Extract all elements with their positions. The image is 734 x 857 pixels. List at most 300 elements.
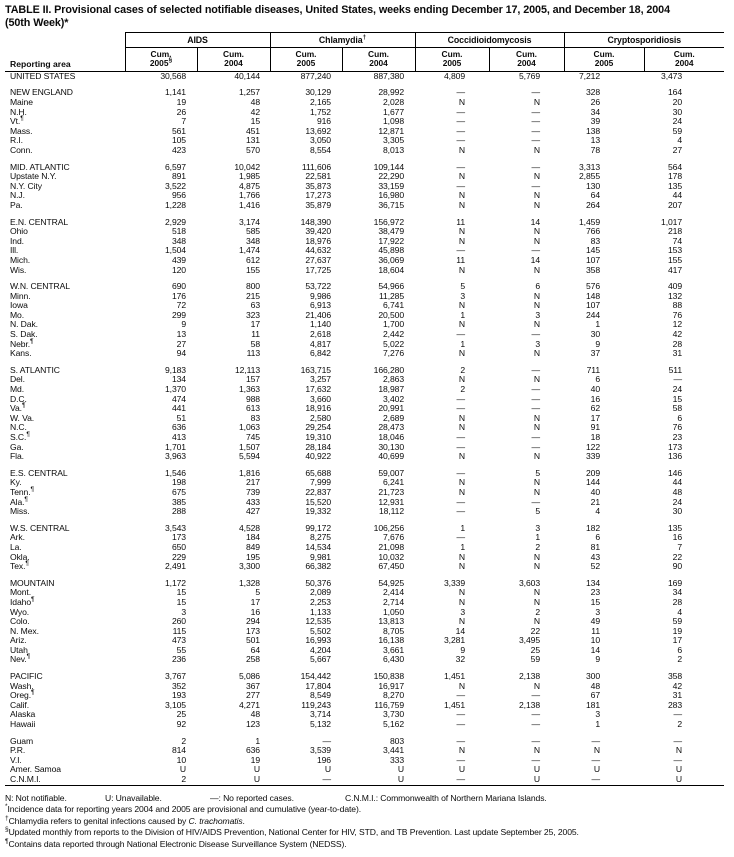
value-cell: 5,667 bbox=[309, 654, 331, 665]
value-cell: 12 bbox=[672, 319, 683, 330]
value-cell: 433 bbox=[245, 496, 260, 507]
area-label: Idaho bbox=[10, 596, 32, 607]
value-cell: 38,479 bbox=[378, 226, 405, 237]
footnote-chlamydia bbox=[5, 816, 734, 828]
area-label: N.Y. City bbox=[10, 180, 42, 191]
group-label: Chlamydia bbox=[318, 35, 363, 45]
value-cell: 22 bbox=[672, 551, 683, 562]
value-cell: — bbox=[531, 719, 541, 730]
value-cell: 21,723 bbox=[378, 486, 405, 497]
value-cell: 54,925 bbox=[378, 577, 405, 588]
area-cell bbox=[5, 720, 125, 730]
value-cell: 15 bbox=[176, 596, 186, 607]
value-cell: 15 bbox=[176, 587, 186, 598]
table-row bbox=[5, 395, 724, 405]
value-cell: — bbox=[591, 735, 601, 746]
value-cell: 570 bbox=[245, 144, 260, 155]
area-cell bbox=[5, 127, 125, 137]
value-cell: 193 bbox=[171, 690, 186, 701]
value-cell: 3,660 bbox=[309, 393, 331, 404]
area-label: N. Dak. bbox=[10, 319, 38, 330]
table-row bbox=[5, 433, 724, 443]
value-cell: 122 bbox=[585, 441, 601, 452]
value-cell: 6,913 bbox=[309, 300, 331, 311]
value-cell: 2,138 bbox=[519, 671, 541, 682]
table-row bbox=[5, 462, 724, 479]
area-label: E.S. CENTRAL bbox=[10, 467, 68, 478]
value-cell: 12,535 bbox=[305, 616, 331, 627]
value-cell: 22,581 bbox=[305, 171, 331, 182]
value-cell: 1,141 bbox=[164, 87, 186, 98]
value-cell: 3 bbox=[535, 338, 541, 349]
value-cell: — bbox=[591, 754, 601, 765]
column-header-line2: 2004 bbox=[674, 58, 694, 69]
area-label: Ga. bbox=[10, 441, 24, 452]
value-cell: 66,382 bbox=[305, 561, 331, 572]
value-cell: 9 bbox=[595, 338, 601, 349]
value-cell: 260 bbox=[171, 616, 186, 627]
table-title-line2: (50th Week)* bbox=[5, 16, 69, 29]
value-cell: 988 bbox=[245, 393, 260, 404]
value-cell: — bbox=[456, 735, 466, 746]
value-cell: 74 bbox=[672, 235, 683, 246]
value-cell: 333 bbox=[389, 754, 405, 765]
value-cell: 8,013 bbox=[383, 144, 405, 155]
table-row bbox=[5, 572, 724, 589]
value-cell: 11 bbox=[456, 254, 466, 265]
value-cell: 2 bbox=[535, 606, 541, 617]
value-cell: 1,017 bbox=[661, 216, 683, 227]
table-row bbox=[5, 385, 724, 395]
value-cell: 7 bbox=[181, 116, 186, 127]
column-header-5 bbox=[489, 48, 564, 72]
value-cell: 90 bbox=[672, 561, 683, 572]
value-cell: 31 bbox=[672, 690, 683, 701]
value-cell: 163,715 bbox=[300, 364, 331, 375]
value-cell: 800 bbox=[245, 281, 260, 292]
table-row bbox=[5, 608, 724, 618]
value-cell: 4,809 bbox=[444, 70, 466, 81]
value-cell: 107 bbox=[585, 254, 601, 265]
value-cell: 106,256 bbox=[373, 522, 405, 533]
column-header-line1: Cum. bbox=[673, 49, 695, 59]
footnote-legend bbox=[5, 793, 734, 805]
value-cell: 181 bbox=[585, 699, 601, 710]
value-cell: 91 bbox=[590, 422, 601, 433]
value-cell: 30,130 bbox=[378, 441, 405, 452]
area-cell bbox=[5, 730, 125, 747]
area-label: D.C. bbox=[10, 393, 27, 404]
value-cell: 26 bbox=[590, 97, 601, 107]
value-cell: 164 bbox=[667, 87, 683, 98]
area-label: Minn. bbox=[10, 290, 31, 301]
value-cell: — bbox=[456, 719, 466, 730]
area-cell bbox=[5, 462, 125, 479]
value-cell: 1,063 bbox=[238, 422, 260, 433]
value-cell: 814 bbox=[171, 745, 186, 756]
value-cell: 2,442 bbox=[383, 329, 405, 340]
legend-unavailable: U: Unavailable. bbox=[105, 792, 162, 803]
footnote-text: Chlamydia refers to genital infections caused by bbox=[8, 815, 189, 826]
value-cell: 385 bbox=[171, 496, 186, 507]
value-cell: 15,520 bbox=[305, 496, 331, 507]
table-row bbox=[5, 452, 724, 462]
value-cell: 58 bbox=[672, 403, 683, 414]
area-cell bbox=[5, 275, 125, 292]
value-cell: 136 bbox=[667, 451, 683, 462]
area-footnote-marker: ¶ bbox=[31, 596, 35, 604]
value-cell: 348 bbox=[171, 235, 186, 246]
area-cell bbox=[5, 266, 125, 276]
value-cell: 17 bbox=[672, 635, 683, 646]
value-cell: 2,618 bbox=[309, 329, 331, 340]
value-cell: 58 bbox=[250, 338, 260, 349]
value-cell: — bbox=[531, 441, 541, 452]
value-cell: 30 bbox=[672, 106, 683, 117]
value-cell: 1,546 bbox=[164, 467, 186, 478]
value-cell: N bbox=[458, 422, 466, 433]
value-cell: 1,098 bbox=[383, 116, 405, 127]
value-cell: N bbox=[533, 374, 541, 385]
value-cell: — bbox=[531, 116, 541, 127]
value-cell: 28,184 bbox=[305, 441, 331, 452]
value-cell: 3,281 bbox=[444, 635, 466, 646]
value-cell: 1 bbox=[255, 735, 260, 746]
value-cell: 283 bbox=[667, 699, 683, 710]
value-cell: 15 bbox=[250, 116, 260, 127]
value-cell: 891 bbox=[171, 171, 186, 182]
value-cell: N bbox=[458, 745, 466, 756]
value-cell: 6 bbox=[677, 412, 683, 423]
value-cell: 2,714 bbox=[383, 596, 405, 607]
value-cell: 849 bbox=[245, 541, 260, 552]
value-cell: 49 bbox=[590, 616, 601, 627]
value-cell: 3 bbox=[460, 290, 466, 301]
table-row bbox=[5, 691, 724, 701]
table-row bbox=[5, 127, 724, 137]
column-header-line1: Cum. bbox=[150, 49, 172, 59]
value-cell: 14,534 bbox=[305, 541, 331, 552]
value-cell: 35,873 bbox=[305, 180, 331, 191]
value-cell: 4,875 bbox=[238, 180, 260, 191]
value-cell: 2,689 bbox=[383, 412, 405, 423]
value-cell: 1 bbox=[460, 522, 466, 533]
value-cell: 5 bbox=[535, 506, 541, 517]
value-cell: 1 bbox=[535, 532, 541, 543]
value-cell: 14 bbox=[530, 254, 541, 265]
value-cell: 739 bbox=[245, 486, 260, 497]
value-cell: N bbox=[533, 144, 541, 155]
value-cell: — bbox=[456, 180, 466, 191]
value-cell: — bbox=[456, 496, 466, 507]
area-label: Va. bbox=[10, 403, 22, 414]
value-cell: — bbox=[456, 329, 466, 340]
legend-cnmi: C.N.M.I.: Commonwealth of Northern Mariana Islands. bbox=[345, 792, 547, 803]
column-header-line2: 2004 bbox=[517, 58, 536, 69]
value-cell: 16 bbox=[250, 606, 260, 617]
value-cell: 16 bbox=[590, 393, 601, 404]
value-cell: N bbox=[458, 374, 466, 385]
value-cell: 35,879 bbox=[305, 199, 331, 210]
value-cell: 1,451 bbox=[444, 671, 466, 682]
value-cell: 173 bbox=[667, 441, 683, 452]
value-cell: 6 bbox=[595, 532, 601, 543]
value-cell: 2 bbox=[460, 364, 466, 375]
value-cell: 3,402 bbox=[383, 393, 405, 404]
value-cell: 20,991 bbox=[378, 403, 405, 414]
value-cell: 30,129 bbox=[305, 87, 331, 98]
value-cell: 44 bbox=[672, 477, 683, 488]
value-cell: 4 bbox=[677, 135, 683, 146]
footnote-incidence bbox=[5, 804, 734, 816]
value-cell: 3,473 bbox=[661, 70, 683, 81]
value-cell: 690 bbox=[171, 281, 186, 292]
value-cell: 9 bbox=[181, 319, 186, 330]
value-cell: 294 bbox=[245, 616, 260, 627]
value-cell: 6,741 bbox=[383, 300, 405, 311]
value-cell: 81 bbox=[590, 541, 601, 552]
value-cell: 3,661 bbox=[383, 644, 405, 655]
value-cell: — bbox=[531, 125, 541, 136]
value-cell: 1,328 bbox=[238, 577, 260, 588]
area-label: W.N. CENTRAL bbox=[10, 281, 70, 292]
value-cell: 348 bbox=[245, 235, 260, 246]
value-cell: 169 bbox=[667, 577, 683, 588]
column-header-line2: 2005 bbox=[149, 58, 169, 69]
value-cell: 40 bbox=[590, 486, 601, 497]
footnote-marker: § bbox=[5, 826, 9, 834]
value-cell: — bbox=[531, 180, 541, 191]
value-cell: 24 bbox=[672, 116, 683, 127]
value-cell: U bbox=[533, 774, 541, 784]
value-cell: 30 bbox=[672, 506, 683, 517]
value-cell: 3,441 bbox=[383, 745, 405, 756]
value-cell: N bbox=[533, 199, 541, 210]
value-cell: 1,172 bbox=[164, 577, 186, 588]
value-cell: 3,714 bbox=[309, 709, 331, 720]
value-cell: 27,637 bbox=[305, 254, 331, 265]
area-label: Vt. bbox=[10, 116, 21, 127]
value-cell: 8,549 bbox=[309, 690, 331, 701]
value-cell: 42 bbox=[250, 106, 260, 117]
area-label: Ind. bbox=[10, 235, 24, 246]
value-cell: 42 bbox=[672, 680, 683, 691]
value-cell: 1,700 bbox=[383, 319, 405, 330]
value-cell: 44 bbox=[672, 190, 683, 201]
value-cell: N bbox=[458, 486, 466, 497]
value-cell: 198 bbox=[171, 477, 186, 488]
value-cell: 1,504 bbox=[164, 245, 186, 256]
value-cell: 1,752 bbox=[309, 106, 331, 117]
value-cell: U bbox=[253, 774, 260, 784]
value-cell: 43 bbox=[590, 551, 601, 562]
value-cell: 258 bbox=[245, 654, 260, 665]
table-row bbox=[5, 598, 724, 608]
value-cell: 28,473 bbox=[378, 422, 405, 433]
value-cell: 6 bbox=[595, 374, 601, 385]
table-row bbox=[5, 682, 724, 692]
value-cell: 25 bbox=[176, 709, 186, 720]
table-row bbox=[5, 292, 724, 302]
value-cell: — bbox=[531, 329, 541, 340]
area-cell bbox=[5, 655, 125, 665]
value-cell: 63 bbox=[250, 300, 260, 311]
value-cell: 352 bbox=[171, 680, 186, 691]
value-cell: 8,705 bbox=[383, 625, 405, 636]
area-label: La. bbox=[10, 541, 22, 552]
value-cell: 65,688 bbox=[305, 467, 331, 478]
value-cell: 745 bbox=[245, 432, 260, 442]
value-cell: 5,502 bbox=[309, 625, 331, 636]
area-cell bbox=[5, 71, 125, 81]
value-cell: 1 bbox=[595, 719, 601, 730]
value-cell: 30,568 bbox=[160, 70, 186, 81]
value-cell: 8,275 bbox=[309, 532, 331, 543]
value-cell: 218 bbox=[667, 226, 683, 237]
value-cell: N bbox=[533, 616, 541, 627]
value-cell: 358 bbox=[585, 264, 601, 275]
area-label: S. ATLANTIC bbox=[10, 364, 60, 375]
value-cell: 1,370 bbox=[164, 384, 186, 395]
value-cell: 5 bbox=[460, 281, 466, 292]
value-cell: 288 bbox=[171, 506, 186, 517]
value-cell: N bbox=[533, 235, 541, 246]
table-row bbox=[5, 498, 724, 508]
value-cell: N bbox=[533, 171, 541, 182]
value-cell: 3,603 bbox=[519, 577, 541, 588]
value-cell: N bbox=[533, 561, 541, 572]
value-cell: 10,032 bbox=[378, 551, 405, 562]
value-cell: 2 bbox=[181, 735, 186, 746]
value-cell: 4,528 bbox=[238, 522, 260, 533]
value-cell: 146 bbox=[667, 467, 683, 478]
value-cell: 3,495 bbox=[519, 635, 541, 646]
value-cell: 3,539 bbox=[309, 745, 331, 756]
value-cell: 78 bbox=[590, 144, 601, 155]
value-cell: 8,270 bbox=[383, 690, 405, 701]
value-cell: 182 bbox=[585, 522, 601, 533]
value-cell: 53,722 bbox=[305, 281, 331, 292]
value-cell: 94 bbox=[176, 348, 186, 359]
area-cell bbox=[5, 517, 125, 534]
value-cell: 215 bbox=[245, 290, 260, 301]
value-cell: 2 bbox=[460, 384, 466, 395]
value-cell: N bbox=[458, 477, 466, 488]
value-cell: 7,999 bbox=[309, 477, 331, 488]
value-cell: 409 bbox=[667, 281, 683, 292]
table-row bbox=[5, 156, 724, 173]
value-cell: N bbox=[533, 290, 541, 301]
table-row bbox=[5, 655, 724, 665]
value-cell: 3,050 bbox=[309, 135, 331, 146]
area-footnote-marker: ¶ bbox=[31, 689, 35, 697]
value-cell: 12,931 bbox=[378, 496, 405, 507]
table-row bbox=[5, 617, 724, 627]
area-cell bbox=[5, 775, 125, 785]
value-cell: 5,594 bbox=[238, 451, 260, 462]
value-cell: 67,450 bbox=[378, 561, 405, 572]
value-cell: 1,459 bbox=[579, 216, 601, 227]
group-header-cryptosporidiosis bbox=[564, 33, 724, 48]
value-cell: 1,451 bbox=[444, 699, 466, 710]
value-cell: 23 bbox=[672, 432, 683, 442]
area-label: Ohio bbox=[10, 226, 28, 237]
value-cell: 12,113 bbox=[234, 364, 260, 375]
value-cell: 26 bbox=[176, 106, 186, 117]
value-cell: N bbox=[458, 264, 466, 275]
value-cell: 9 bbox=[460, 644, 466, 655]
value-cell: 50,376 bbox=[305, 577, 331, 588]
value-cell: — bbox=[456, 87, 466, 98]
value-cell: 55 bbox=[176, 644, 186, 655]
value-cell: 1,701 bbox=[164, 441, 186, 452]
value-cell: 264 bbox=[585, 199, 601, 210]
value-cell: 14 bbox=[530, 216, 541, 227]
value-cell: 9,986 bbox=[309, 290, 331, 301]
value-cell: 150,838 bbox=[373, 671, 405, 682]
value-cell: 244 bbox=[585, 309, 601, 320]
value-cell: 10,042 bbox=[234, 161, 260, 172]
value-cell: — bbox=[456, 116, 466, 127]
value-cell: 3,105 bbox=[164, 699, 186, 710]
area-label: Ky. bbox=[10, 477, 22, 488]
value-cell: N bbox=[533, 551, 541, 562]
value-cell: 44,632 bbox=[305, 245, 331, 256]
value-cell: 17,804 bbox=[305, 680, 331, 691]
value-cell: 473 bbox=[171, 635, 186, 646]
value-cell: N bbox=[458, 551, 466, 562]
column-header-line2: 2005 bbox=[594, 58, 614, 69]
value-cell: 25 bbox=[530, 644, 541, 655]
value-cell: 7,212 bbox=[579, 70, 601, 81]
area-cell bbox=[5, 146, 125, 156]
value-cell: 130 bbox=[585, 180, 601, 191]
value-cell: 135 bbox=[667, 522, 683, 533]
area-cell bbox=[5, 746, 125, 756]
group-label: Coccidioidomycosis bbox=[447, 35, 532, 45]
area-label: R.I. bbox=[10, 135, 23, 146]
value-cell: 217 bbox=[245, 477, 260, 488]
column-header-line2: 2004 bbox=[224, 58, 243, 69]
value-cell: — bbox=[531, 690, 541, 701]
value-cell: — bbox=[531, 709, 541, 720]
column-header-line1: Cum. bbox=[295, 49, 317, 59]
value-cell: 2,414 bbox=[383, 587, 405, 598]
value-cell: 59,007 bbox=[378, 467, 405, 478]
column-footnote-marker: § bbox=[168, 57, 173, 65]
area-label: Miss. bbox=[10, 506, 30, 517]
value-cell: 16,980 bbox=[378, 190, 405, 201]
area-label: Mass. bbox=[10, 125, 33, 136]
area-label: P.R. bbox=[10, 745, 26, 756]
value-cell: N bbox=[458, 561, 466, 572]
area-cell bbox=[5, 191, 125, 201]
value-cell: 24 bbox=[672, 496, 683, 507]
value-cell: 2 bbox=[535, 541, 541, 552]
value-cell: 1,416 bbox=[238, 199, 260, 210]
value-cell: 36,069 bbox=[378, 254, 405, 265]
value-cell: N bbox=[533, 596, 541, 607]
column-header-7 bbox=[644, 48, 724, 72]
value-cell: 518 bbox=[171, 226, 186, 237]
footnote-tail: . bbox=[242, 815, 245, 826]
area-label: V.I. bbox=[10, 754, 22, 765]
value-cell: 3 bbox=[460, 606, 466, 617]
value-cell: 9,981 bbox=[309, 551, 331, 562]
value-cell: 18,112 bbox=[378, 506, 405, 517]
table-row bbox=[5, 71, 724, 81]
area-label: N. Mex. bbox=[10, 625, 39, 636]
